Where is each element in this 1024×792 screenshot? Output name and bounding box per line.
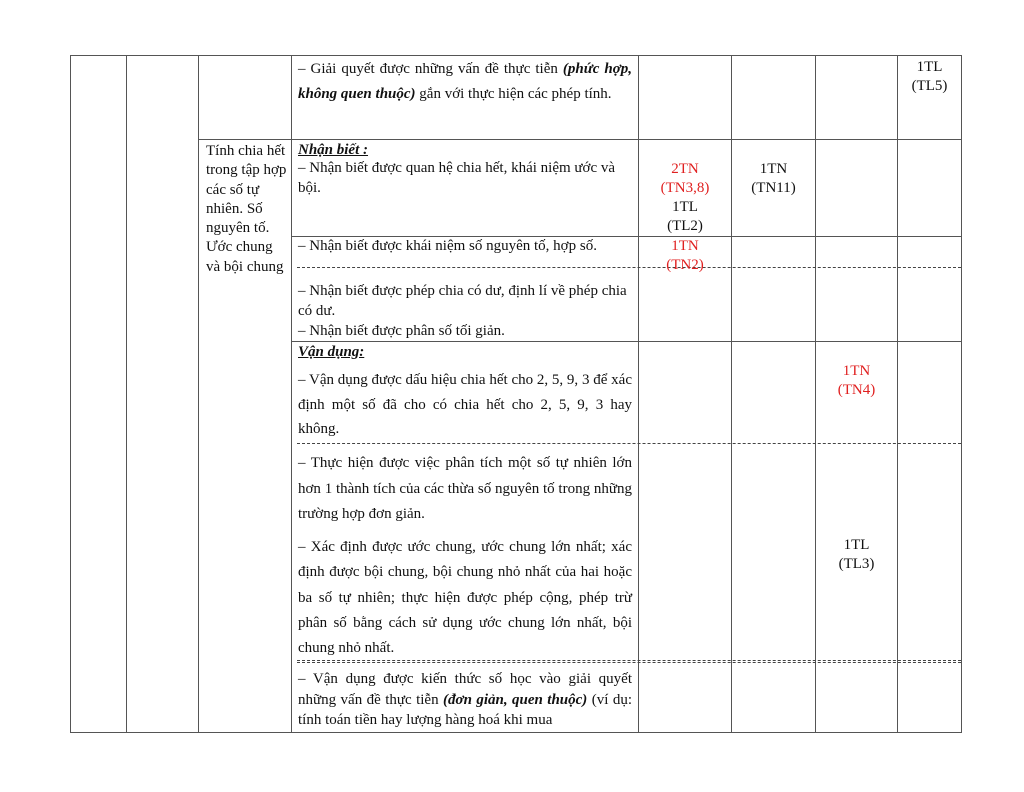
grid-hline-bottom: [70, 732, 962, 733]
grid-vline-6: [731, 55, 732, 733]
grid-vline-8: [897, 55, 898, 733]
grid-hline-top: [70, 55, 962, 56]
van-dung-item-1-col3: 1TN (TN4): [837, 363, 876, 398]
nhan-biet-item-2-col1-text: 1TN (TN2): [666, 238, 704, 273]
top-row-content: [298, 57, 632, 106]
van-dung-item-4-c: (ví dụ: tính toán tiền hay lượng hàng hoá khi mua: [298, 691, 632, 728]
nhan-biet-item-1-col1-black: 1TL (TL2): [667, 199, 703, 234]
grid-dash-1: [297, 267, 961, 268]
grid-vline-2: [126, 55, 127, 733]
grid-vline-9: [961, 55, 962, 733]
nhan-biet-heading: Nhận biết :: [298, 142, 369, 158]
nhan-biet-item-1-col1-red: 2TN (TN3,8): [660, 161, 710, 196]
top-row-col4-code: 1TL (TL5): [911, 59, 948, 94]
grid-hline-topic-start: [198, 139, 962, 140]
top-row-content-a: – Giải quyết được những vấn đề thực tiễn: [298, 61, 563, 77]
nhan-biet-item-1: – Nhận biết được quan hệ chia hết, khái niệm ước và bội.: [298, 160, 616, 196]
van-dung-item-4-emphasis: (đơn giản, quen thuộc): [443, 691, 588, 708]
grid-vline-5: [638, 55, 639, 733]
van-dung-item-4: [298, 669, 632, 731]
grid-dash-4: [297, 662, 961, 663]
van-dung-heading: Vận dụng:: [298, 344, 365, 360]
nhan-biet-item-2: – Nhận biết được khái niệm số nguyên tố, hợp số.: [298, 238, 597, 254]
nhan-biet-item-2-col1: [639, 237, 731, 275]
nhan-biet-item-1-col2: 1TN (TN11): [751, 161, 796, 196]
van-dung-item-3-col3: 1TL (TL3): [838, 537, 875, 572]
top-row-content-c: gắn với thực hiện các phép tính.: [415, 85, 612, 102]
grid-dash-2: [297, 443, 961, 444]
van-dung-item-4-a: – Vận dụng được kiến thức số học vào giải quyết những vấn đề thực tiễn: [298, 671, 632, 708]
grid-vline-3: [198, 55, 199, 733]
nhan-biet-item-3b: – Nhận biết được phân số tối giản.: [298, 323, 505, 339]
topic-label: Tính chia hết trong tập hợp các số tự nhiên. Số nguyên tố. Ước chung và bội chung: [206, 143, 287, 275]
top-row-content-emphasis: (phức hợp, không quen thuộc): [298, 61, 633, 102]
nhan-biet-item-3a: – Nhận biết được phép chia có dư, định lí về phép chia có dư.: [298, 283, 627, 319]
grid-vline-1: [70, 55, 71, 733]
van-dung-item-2: – Thực hiện được việc phân tích một số tự nhiên lớn hơn 1 thành tích của các thừa số nguyên tố trong những trường hợp đơn giản.: [298, 455, 632, 522]
grid-vline-4: [291, 55, 292, 733]
van-dung-item-3: – Xác định được ước chung, ước chung lớn nhất; xác định được bội chung, bội chung nhỏ nhất của hai hoặc ba số tự nhiên; thực hiện được phép cộng, phép trừ phân số bằng cách sử dụng ước chung lớn nhất, bội chung nhỏ nhất.: [298, 539, 632, 657]
van-dung-item-1: – Vận dụng được dấu hiệu chia hết cho 2, 5, 9, 3 để xác định một số đã cho có chia hết cho 2, 5, 9, 3 hay không.: [298, 372, 632, 437]
